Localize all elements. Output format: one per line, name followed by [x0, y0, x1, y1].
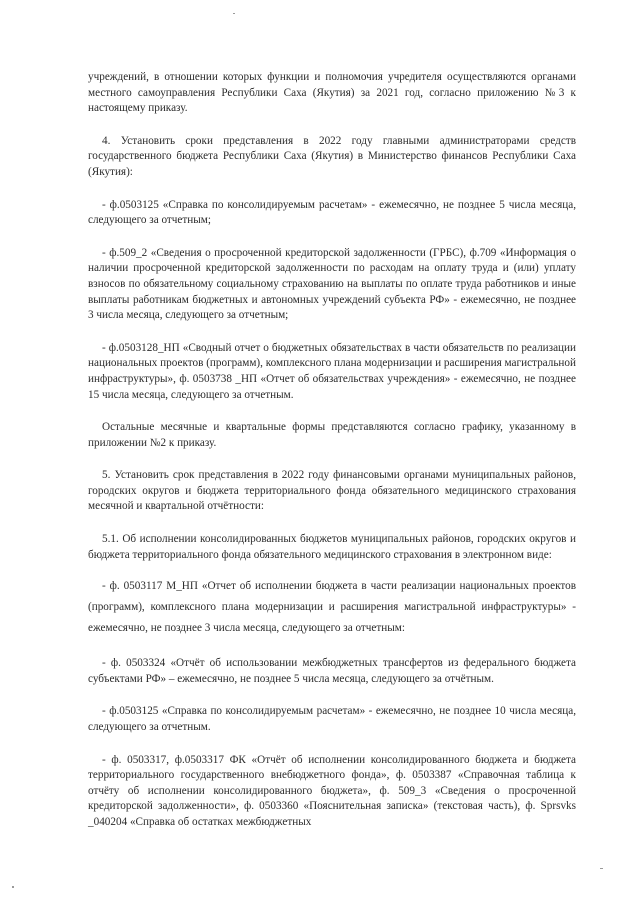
- list-item: - ф. 0503324 «Отчёт об использовании межбюджетных трансфертов из федерального бюджета субъектами РФ» – ежемесячно, не позднее 5 числа месяца, следующего за отчётным.: [88, 657, 576, 685]
- scan-speck: [233, 13, 235, 14]
- list-item: - ф.509_2 «Сведения о просроченной кредиторской задолженности (ГРБС), ф.709 «Информация о наличии просроченной кредиторской задолженности по расходам на оплату труда и (или) уплату взносов по обязательному социальному страхованию на выплаты по оплате труда работников и иные выплаты работникам бюджетных и автономных учреждений субъекта РФ» - ежемесячно, не позднее 3 числа месяца, следующего за отчетным;: [88, 246, 576, 322]
- list-item: - ф.0503125 «Справка по консолидируемым расчетам» - ежемесячно, не позднее 10 числа месяца, следующего за отчетным.: [88, 705, 576, 734]
- scan-speck: [12, 886, 14, 888]
- scan-speck: [600, 868, 603, 869]
- list-item: - ф. 0503317, ф.0503317 ФК «Отчёт об исполнении консолидированного бюджета и бюджета территориального государственного внебюджетного фонда», ф. 0503387 «Справочная таблица к отчёту об исполнении консолидированного бюджета», ф. 509_3 «Сведения о просроченной кредиторской задолженности», ф. 0503360 «Пояснительная записка» (текстовая часть), ф. Sprsvks _040204 «Справка об остатках межбюджетных: [88, 753, 576, 828]
- list-item: - ф. 0503117 М_НП «Отчет об исполнении бюджета в части реализации национальных проектов (программ), комплексного плана модернизации и расширения магистральной инфраструктуры» - ежемесячно, не позднее 3 числа месяца, следующего за отчетным:: [88, 580, 576, 635]
- paragraph-section-5: 5. Установить срок представления в 2022 году финансовыми органами муниципальных районов, городских округов и бюджета территориального фонда обязательного медицинского страхования месячной и квартальной отчётности:: [88, 469, 576, 513]
- list-item: - ф.0503128_НП «Сводный отчет о бюджетных обязательствах в части обязательств по реализации национальных проектов (программ), комплексного плана модернизации и расширения магистральной инфраструктуры», ф. 0503738 _НП «Отчет об обязательствах учреждения» - ежемесячно, не позднее 15 числа месяца, следующего за отчетным.: [88, 341, 576, 401]
- paragraph-section-4: 4. Установить сроки представления в 2022 году главными администраторами средств государственного бюджета Республики Саха (Якутия) в Министерство финансов Республики Саха (Якутия):: [88, 134, 576, 178]
- paragraph-note: Остальные месячные и квартальные формы представляются согласно графику, указанному в приложении №2 к приказу.: [88, 421, 576, 449]
- list-item: - ф.0503125 «Справка по консолидируемым расчетам» - ежемесячно, не позднее 5 числа месяца, следующего за отчетным;: [88, 198, 576, 227]
- paragraph-continuation: учреждений, в отношении которых функции и полномочия учредителя осуществляются органами местного самоуправления Республики Саха (Якутия) за 2021 год, согласно приложению №3 к настоящему приказу.: [88, 71, 576, 115]
- document-body: [88, 70, 576, 831]
- paragraph-section-5-1: 5.1. Об исполнении консолидированных бюджетов муниципальных районов, городских округов и бюджета территориального фонда обязательного медицинского страхования в электронном виде:: [88, 533, 576, 561]
